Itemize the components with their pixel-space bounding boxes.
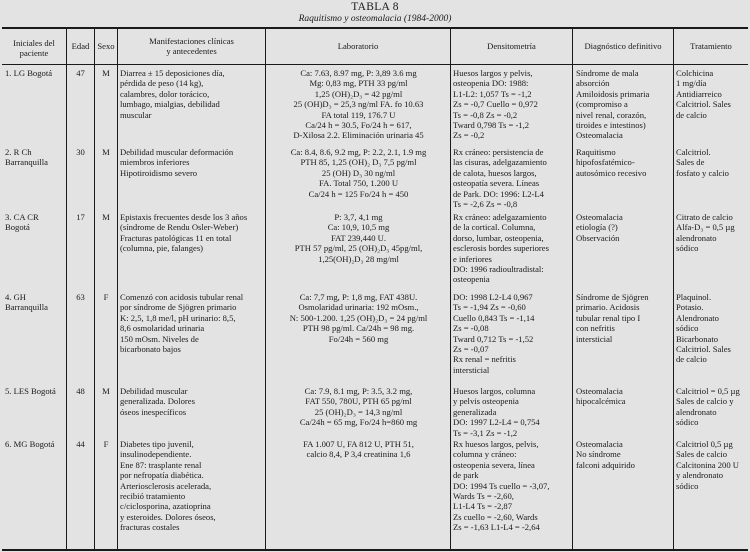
header-sexo: Sexo [97, 41, 115, 51]
row-2-paciente [5, 147, 66, 168]
cell-line: Rx cráneo: persistencia de [453, 147, 544, 157]
cell-line: de calota, huesos largos, [453, 167, 537, 178]
cell-line: Ene 87: trasplante renal [120, 459, 202, 470]
header-densitometria: Densitometría [487, 41, 536, 51]
cell-line: Bogotá [5, 222, 30, 233]
row-1-laboratorio [268, 68, 449, 141]
column-divider [673, 28, 674, 549]
cell-line: DO: 1994 Ts cuello = -3,07, [453, 480, 550, 491]
cell-line: esclerosis bordes superiores [453, 243, 549, 254]
cell-line: Síndrome de Sjögren [576, 292, 649, 302]
cell-line: Osteomalacia [576, 439, 623, 449]
cell-line: Bicarbonato [676, 333, 718, 344]
cell-line: Rx renal = nefritis [453, 354, 516, 365]
cell-line: las cisuras, adelgazamiento [453, 157, 547, 168]
cell-line: Calcitriol 0,5 µg [676, 439, 733, 449]
row-1-sexo: M [102, 68, 110, 78]
cell-line: L1-L4 Ts = -2,87 [453, 501, 512, 512]
cell-line: K: 2,5, 1,8 me/l, pH urinario: 8,5, [120, 312, 236, 323]
row-6-densitometria [453, 439, 571, 533]
cell-line: Calcitriol. [676, 147, 711, 157]
cell-line: L1-L2: 1,057 Ts = -1,2 [453, 88, 532, 99]
cell-line: tiroides e intestinos) [576, 120, 646, 131]
cell-line: FA 1.007 U, FA 812 U, PTH 51, [303, 439, 414, 449]
cell-line: Alendronato [676, 312, 719, 323]
cell-line: Arteriosclerosis acelerada, [120, 480, 212, 491]
cell-line: lumbago, mialgias, debilidad [120, 99, 220, 110]
cell-line: 25 (OH) D₃ 30 ng/ml [321, 167, 396, 178]
row-4-sexo: F [103, 292, 109, 302]
row-3-sexo: M [102, 212, 110, 222]
cell-line: 3. CA CR [5, 212, 39, 222]
cell-line: D-Xilosa 2.2. Eliminación urinaria 45 [293, 130, 424, 141]
cell-line: etiología (?) [576, 222, 618, 233]
cell-line: DO: 1997 L2-L4 = 0,754 [453, 417, 540, 428]
cell-line: de park [453, 470, 479, 481]
row-6-tratamiento [676, 439, 748, 491]
table-title: TABLA 8 [351, 1, 399, 13]
cell-line: generalizada. Dolores [120, 396, 195, 407]
cell-line: 5. LES Bogotá [5, 386, 56, 396]
row-4-paciente [5, 292, 66, 313]
cell-line: Ca: 7.9, 8.1 mg, P: 3.5, 3.2 mg, [304, 386, 413, 396]
cell-line: Calcitriol = 0,5 µg [676, 386, 740, 396]
cell-line: osteopatía severa. Líneas [453, 178, 540, 189]
cell-line: FAT 550, 780U, PTH 65 pg/ml [305, 396, 412, 407]
cell-line: Alfa-D₃ = 0,5 µg [676, 222, 735, 233]
cell-line: P: 3,7, 4,1 mg [334, 212, 383, 222]
column-divider [450, 28, 451, 549]
bottom-rule [2, 549, 748, 551]
cell-line: Sales de calcio [676, 449, 728, 460]
row-3-manifestaciones [120, 212, 264, 254]
cell-line: muscular [120, 109, 152, 120]
cell-line: Huesos largos y pelvis, [453, 68, 533, 78]
row-5-edad: 48 [76, 386, 85, 396]
row-5-tratamiento [676, 386, 748, 428]
cell-line: PTH 98 pg/ml. Ca/24h = 98 mg. [302, 323, 415, 334]
cell-line: DO: 1998 L2-L4 0,967 [453, 292, 533, 302]
cell-line: Sales de [676, 157, 705, 168]
cell-line: fosfato y calcio [676, 167, 729, 178]
row-4-tratamiento [676, 292, 748, 365]
cell-line: insulinodependiente. [120, 449, 192, 460]
cell-line: nivel renal, corazón, [576, 109, 647, 120]
cell-line: y esteroides. Dolores óseos, [120, 511, 216, 522]
cell-line: Rx cráneo: adelgazamiento [453, 212, 547, 222]
row-2-edad: 30 [76, 147, 85, 157]
cell-line: absorción [576, 78, 610, 89]
row-4-densitometria [453, 292, 571, 375]
cell-line: Sales de calcio y [676, 396, 734, 407]
cell-line: sódico [676, 323, 699, 334]
table-subtitle: Raquitismo y osteomalacia (1984-2000) [298, 14, 452, 24]
cell-line: alendronato [676, 406, 717, 417]
cell-line: FAT 239,440 U. [330, 232, 387, 243]
row-1-tratamiento [676, 68, 748, 120]
row-6-laboratorio [268, 439, 449, 460]
row-2-diagnostico [576, 147, 672, 178]
cell-line: y pelvis osteopenia [453, 396, 519, 407]
cell-line: calcio 8,4, P 3,4 creatinina 1,6 [306, 449, 411, 460]
cell-line: Tward 0,798 Ts = -1,2 [453, 120, 530, 131]
row-2-manifestaciones [120, 147, 264, 178]
row-4-edad: 63 [76, 292, 85, 302]
cell-line: Comenzó con acidosis tubular renal [120, 292, 244, 302]
cell-line: 1. LG Bogotá [5, 68, 53, 78]
column-divider [94, 28, 95, 549]
row-5-paciente [5, 386, 66, 396]
cell-line: Antidiarreico [676, 88, 722, 99]
row-1-paciente [5, 68, 66, 78]
cell-line: No síndrome [576, 449, 621, 460]
cell-line: Potasio. [676, 302, 704, 313]
row-6-paciente [5, 439, 66, 449]
row-1-edad: 47 [76, 68, 85, 78]
cell-line: de calcio [676, 109, 707, 120]
row-2-densitometria [453, 147, 571, 209]
cell-line: Epistaxis frecuentes desde los 3 años [120, 212, 248, 222]
cell-line: 1,25 (OH)₂D₃ = 42 pg/ml [314, 88, 403, 99]
cell-line: Tward 0,712 Ts = -1,52 [453, 333, 534, 344]
cell-line: intersticial [576, 333, 613, 344]
cell-line: osteopenia DO: 1988: [453, 78, 529, 89]
cell-line: Calcitriol. Sales [676, 99, 731, 110]
cell-line: Zs = -0,2 [453, 130, 485, 141]
cell-line: 150 mOsm. Niveles de [120, 333, 199, 344]
row-2-tratamiento [676, 147, 748, 178]
header-laboratorio: Laboratorio [337, 41, 379, 51]
cell-line: e inferiores [453, 253, 492, 264]
cell-line: calambres, dolor torácico, [120, 88, 210, 99]
cell-line: (compromiso a [576, 99, 628, 110]
cell-line: miembros inferiores [120, 157, 190, 168]
cell-line: Barranquilla [5, 157, 48, 168]
cell-line: con nefritis [576, 323, 615, 334]
cell-line: Debilidad muscular [120, 386, 188, 396]
cell-line: Ca: 7,7 mg, P: 1,8 mg, FAT 438U. [299, 292, 418, 302]
cell-line: Zs cuello = -2,60, Wards [453, 511, 538, 522]
cell-line: Osteomalacia [576, 212, 623, 222]
cell-line: 25 (OH)D₃ = 25,3 ng/ml FA. fo 10.63 [293, 99, 424, 110]
row-3-laboratorio [268, 212, 449, 264]
header-tratamiento: Tratamiento [690, 41, 732, 51]
cell-line: Huesos largos, columna [453, 386, 536, 396]
cell-line: pérdida de peso (14 kg), [120, 78, 204, 89]
cell-line: Ca: 8.4, 8.6, 9.2 mg, P: 2.2, 2.1, 1.9 mg [290, 147, 427, 157]
cell-line: Ts = -3,1 Zs = -1,2 [453, 427, 518, 438]
cell-line: de calcio [676, 354, 707, 365]
cell-line: Osteomalacia [576, 130, 623, 141]
cell-line: Osteomalacia [576, 386, 623, 396]
header-diagnostico: Diagnóstico definitivo [584, 41, 662, 51]
cell-line: Cuello 0,843 Ts = -1,14 [453, 312, 535, 323]
cell-line: PTH 57 pg/ml, 25 (OH)₂D₃ 45pg/ml, [294, 243, 423, 254]
cell-line: Zs = -0,7 Cuello = 0,972 [453, 99, 538, 110]
cell-line: PTH 85, 1,25 (OH)₂ D₃ 7,5 pg/ml [300, 157, 417, 168]
cell-line: óseos inespecíficos [120, 406, 187, 417]
row-1-densitometria [453, 68, 571, 141]
row-5-densitometria [453, 386, 571, 438]
cell-line: Ca: 7.63, 8.97 mg, P: 3,89 3.6 mg [300, 68, 417, 78]
cell-line: 2. R Ch [5, 147, 32, 157]
cell-line: Zs = -0,08 [453, 323, 489, 334]
cell-line: tubular renal tipo I [576, 312, 641, 323]
cell-line: Citrato de calcio [676, 212, 733, 222]
cell-line: 6. MG Bogotá [5, 439, 55, 449]
header-manifestaciones: Manifestaciones clínicas y antecedentes [149, 36, 234, 57]
row-1-manifestaciones [120, 68, 264, 120]
row-3-densitometria [453, 212, 571, 285]
row-3-tratamiento [676, 212, 748, 254]
cell-line: Rx huesos largos, pelvis, [453, 439, 539, 449]
row-6-diagnostico [576, 439, 672, 470]
cell-line: y alendronato [676, 470, 724, 481]
cell-line: 1,25(OH)₂D₃ 28 mg/ml [318, 253, 399, 264]
cell-line: sódico [676, 243, 699, 254]
cell-line: 4. GH [5, 292, 27, 302]
cell-line: Wards Ts = -2,60, [453, 491, 514, 502]
cell-line: sódico [676, 480, 699, 491]
cell-line: FA total 119, 176.7 U [321, 109, 396, 120]
cell-line: falconi adquirido [576, 459, 635, 470]
row-3-edad: 17 [76, 212, 85, 222]
cell-line: Debilidad muscular deformación [120, 147, 234, 157]
top-rule [2, 27, 748, 29]
cell-line: de Park. DO: 1996: L2-L4 [453, 188, 544, 199]
header-paciente: Iniciales del paciente [13, 38, 55, 59]
header-rule [2, 64, 748, 65]
header-edad: Edad [71, 41, 90, 51]
row-2-laboratorio [268, 147, 449, 199]
row-3-diagnostico [576, 212, 672, 243]
cell-line: Síndrome de mala [576, 68, 639, 78]
cell-line: hipocalcémica [576, 396, 626, 407]
cell-line: intersticial [453, 364, 490, 375]
cell-line: fracturas costales [120, 522, 180, 533]
cell-line: Ts = -1,94 Zs = -0,60 [453, 302, 526, 313]
cell-line: Plaquinol. [676, 292, 712, 302]
cell-line: Calcitonina 200 U [676, 459, 740, 470]
cell-line: autosómico recesivo [576, 167, 647, 178]
cell-line: Zs = -0,07 [453, 344, 489, 355]
cell-line: (síndrome de Rendu Osler-Weber) [120, 222, 239, 233]
cell-line: generalizada [453, 406, 497, 417]
cell-line: Ca/24h = 65 mg, Fo/24 h=860 mg [299, 417, 418, 428]
cell-line: Ca/24 h = 30.5, Fo/24 h = 617, [305, 120, 412, 131]
cell-line: Raquitismo [576, 147, 616, 157]
cell-line: de la cortical. Columna, [453, 222, 536, 233]
cell-line: Mg: 0,83 mg, PTH 33 pg/ml [309, 78, 408, 89]
cell-line: Ca: 10,9, 10,5 mg [327, 222, 390, 233]
row-6-sexo: F [103, 439, 109, 449]
cell-line: Fracturas patológicas 11 en total [120, 232, 232, 243]
cell-line: Hipotiroidismo severo [120, 167, 198, 178]
cell-line: c/ciclosporina, azatioprina [120, 501, 211, 512]
cell-line: Calcitriol. Sales [676, 344, 731, 355]
cell-line: Fo/24h = 560 mg [328, 333, 389, 344]
cell-line: alendronato [676, 232, 717, 243]
row-1-diagnostico [576, 68, 672, 141]
cell-line: N: 500-1.200. 1,25 (OH)₂D₃ = 24 pg/ml [289, 312, 428, 323]
cell-line: Observación [576, 232, 620, 243]
row-3-paciente [5, 212, 66, 233]
cell-line: (columna, pie, falanges) [120, 243, 204, 254]
cell-line: hipofosfatémico- [576, 157, 635, 168]
cell-line: dorso, lumbar, osteopenia, [453, 232, 544, 243]
cell-line: recibió tratamiento [120, 491, 186, 502]
cell-line: FA. Total 750, 1.200 U [318, 178, 399, 189]
row-5-manifestaciones [120, 386, 264, 417]
cell-line: sódico [676, 417, 699, 428]
row-6-manifestaciones [120, 439, 264, 533]
cell-line: primario. Acidosis [576, 302, 640, 313]
cell-line: por nefropatía diabética. [120, 470, 204, 481]
cell-line: Diarrea ± 15 deposiciones día, [120, 68, 225, 78]
cell-line: 8,6 osmolaridad urinaria [120, 323, 205, 334]
cell-line: columna y cráneo: [453, 449, 517, 460]
column-divider [572, 28, 573, 549]
cell-line: osteopenia [453, 274, 490, 285]
cell-line: Osmolaridad urinaria: 192 mOsm., [298, 302, 419, 313]
row-2-sexo: M [102, 147, 110, 157]
row-5-laboratorio [268, 386, 449, 428]
row-6-edad: 44 [76, 439, 85, 449]
cell-line: bicarbonato bajos [120, 344, 181, 355]
column-divider [265, 28, 266, 549]
cell-line: Ca/24 h = 125 Fo/24 h = 450 [308, 188, 409, 199]
cell-line: Ts = -2,6 Zs = -0,8 [453, 199, 518, 210]
cell-line: Colchicina [676, 68, 714, 78]
row-4-laboratorio [268, 292, 449, 344]
cell-line: Amiloidosis primaria [576, 88, 650, 99]
cell-line: Zs = -1,63 L1-L4 = -2,64 [453, 522, 540, 533]
cell-line: 1 mg/día [676, 78, 707, 89]
cell-line: osteopenia severa, línea [453, 459, 535, 470]
row-5-diagnostico [576, 386, 672, 407]
cell-line: Barranquilla [5, 302, 48, 313]
cell-line: Diabetes tipo juvenil, [120, 439, 194, 449]
column-divider [66, 28, 67, 549]
cell-line: por síndrome de Sjögren primario [120, 302, 237, 313]
row-4-manifestaciones [120, 292, 264, 354]
cell-line: Ts = -0,8 Zs = -0,2 [453, 109, 518, 120]
row-5-sexo: M [102, 386, 110, 396]
column-divider [117, 28, 118, 549]
cell-line: DO: 1996 radioultradistal: [453, 264, 544, 275]
row-4-diagnostico [576, 292, 672, 344]
cell-line: 25 (OH)₂D₃ = 14,3 ng/ml [314, 406, 403, 417]
